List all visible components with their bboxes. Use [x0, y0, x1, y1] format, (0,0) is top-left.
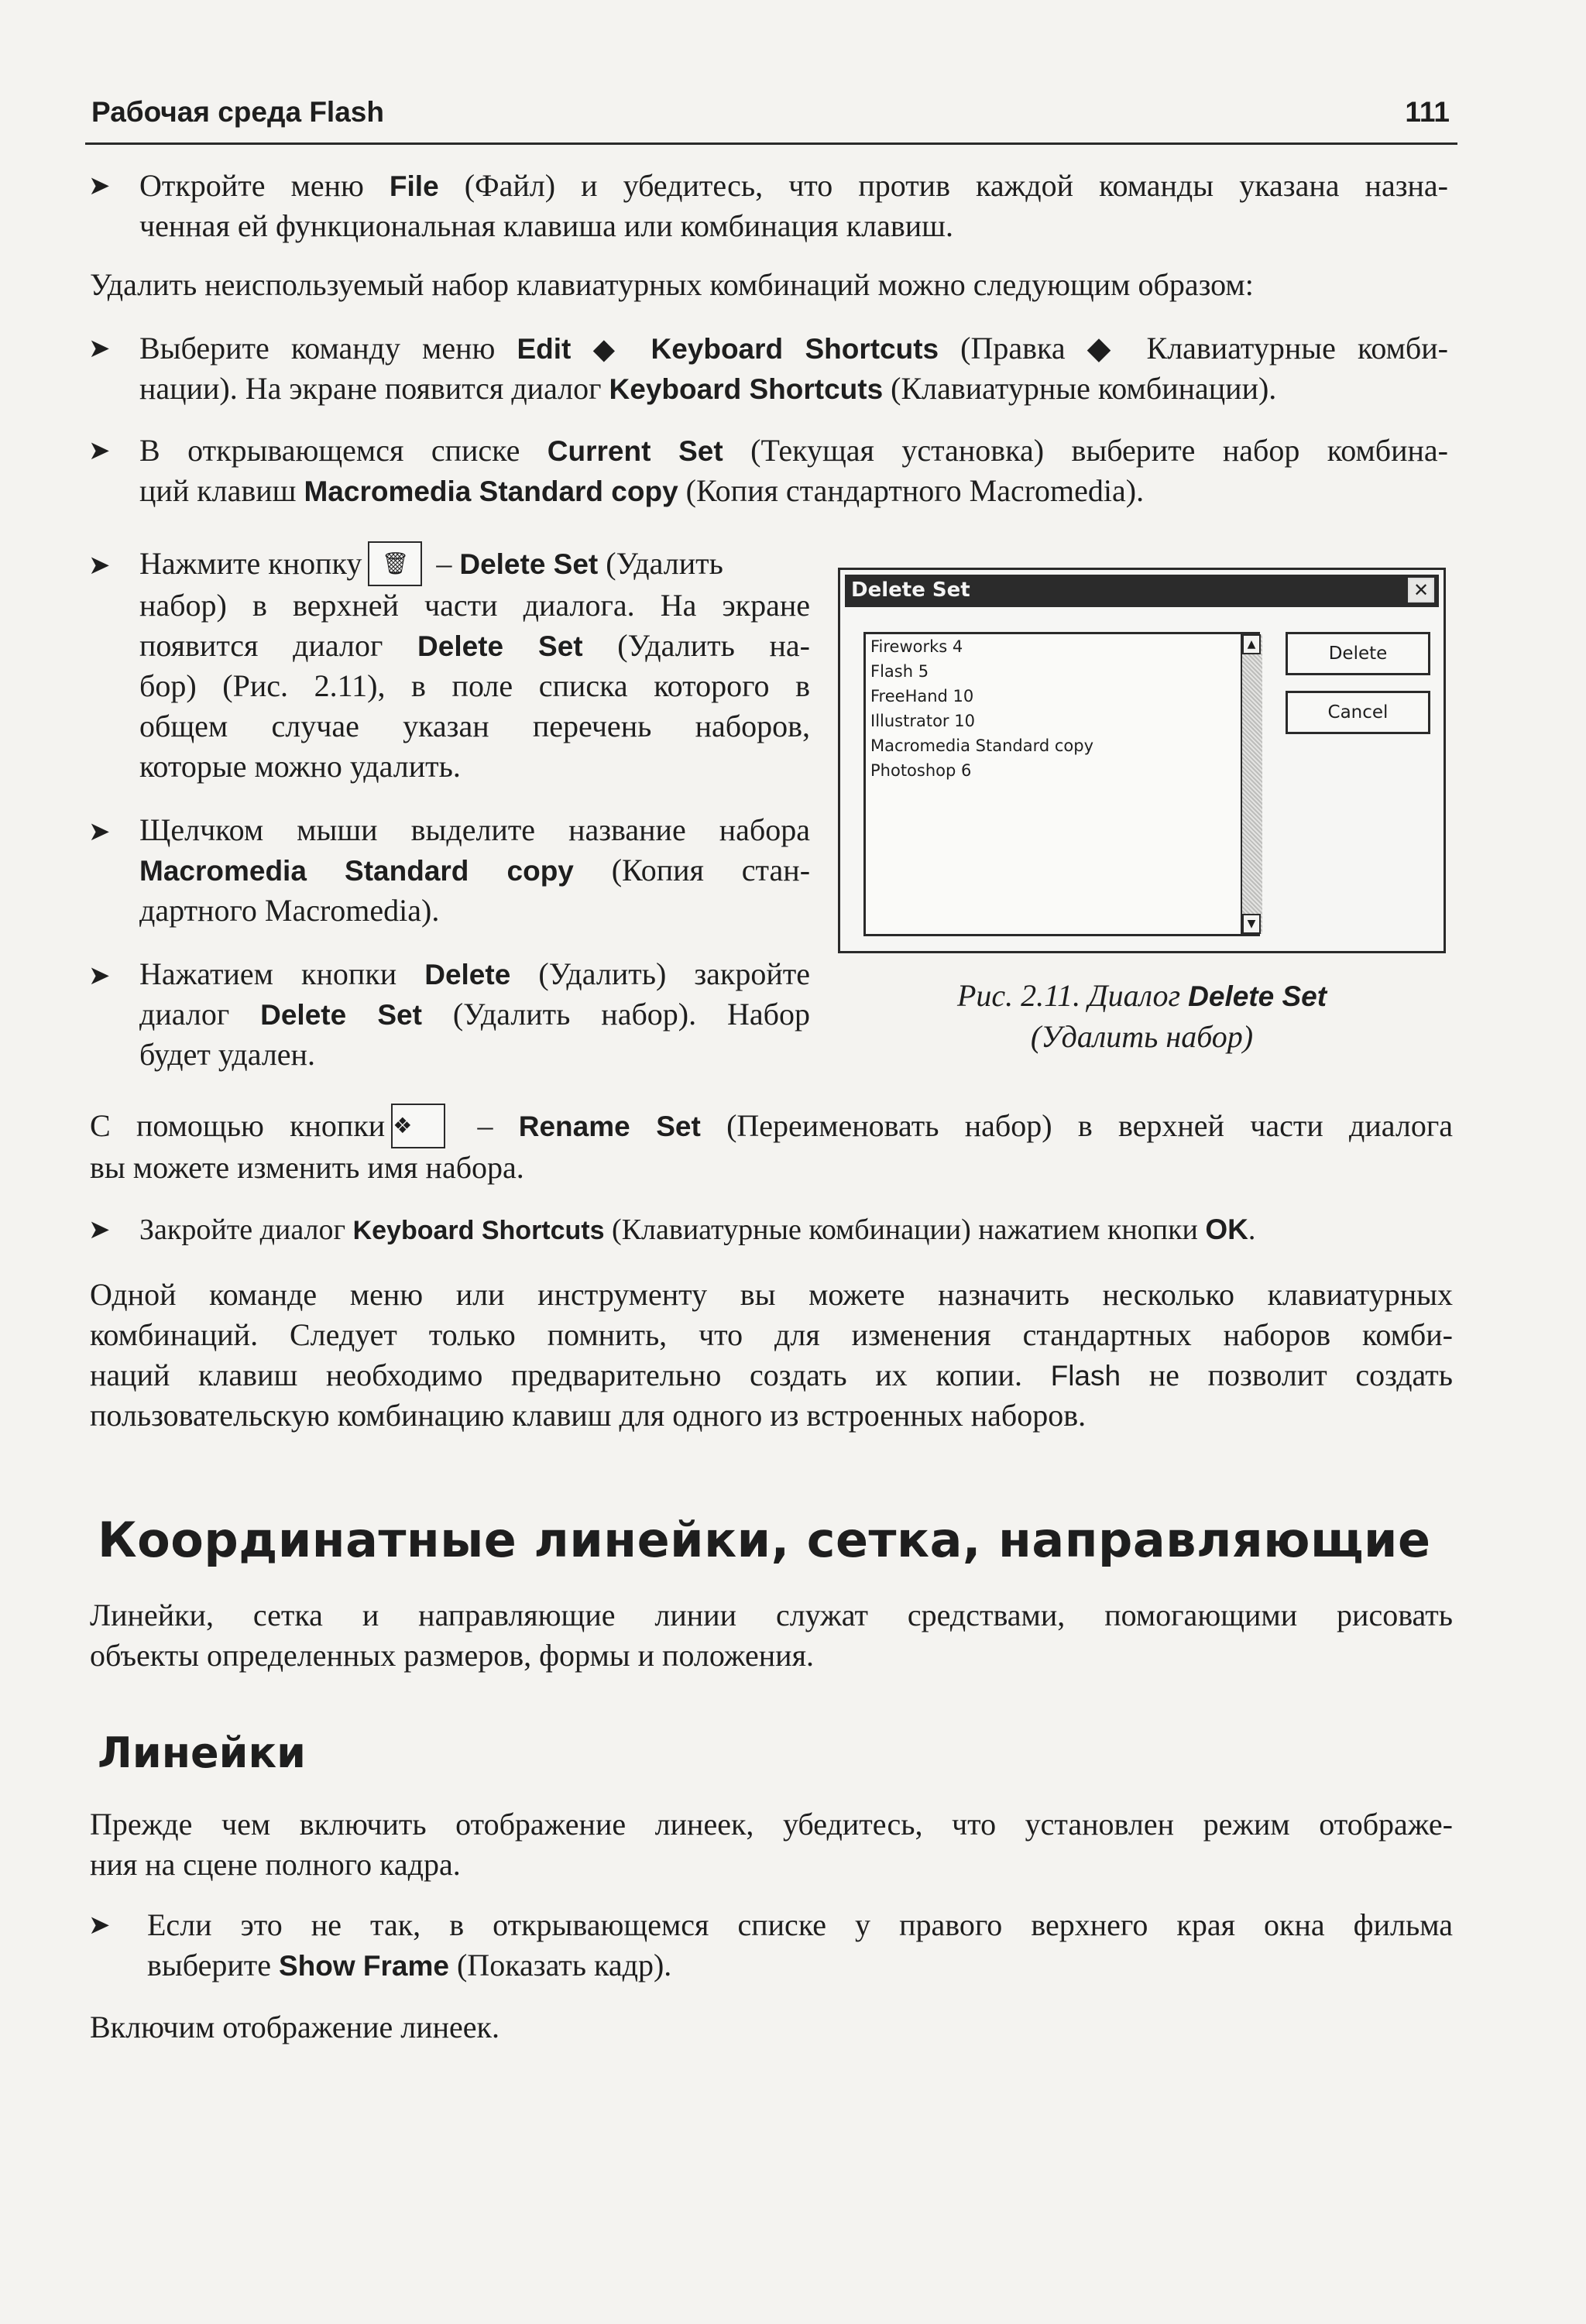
bullet-line: Закройте диалог Keyboard Shortcuts (Клавиатурные комбинации) нажатием кнопки OK. — [139, 1213, 1256, 1246]
bullet-line: ченная ей функциональная клавиша или комбинация клавиш. — [139, 208, 953, 243]
list-item[interactable]: Photoshop 6 — [870, 761, 972, 780]
paragraph-line: вы можете изменить имя набора. — [90, 1150, 524, 1185]
paragraph-line: Линейки, сетка и направляющие линии служат средствами, помогающими рисовать — [90, 1598, 1453, 1632]
bullet-line: В открывающемся списке Current Set (Текущая установка) выберите набор комбина- — [139, 433, 1449, 468]
set-list[interactable] — [863, 632, 1260, 936]
bullet-marker — [88, 812, 111, 853]
paragraph: Включим отображение линеек. — [90, 2010, 499, 2044]
dialog-titlebar — [845, 575, 1439, 607]
list-item[interactable]: FreeHand 10 — [870, 687, 974, 705]
bullet-line: Выберите команду меню Edit ◆ Keyboard Shortcuts (Правка ◆ Клавиатурные комби- — [139, 331, 1448, 366]
bullet-line: диалог Delete Set (Удалить набор). Набор — [139, 997, 811, 1032]
scrollbar[interactable] — [1241, 634, 1262, 934]
bullet-line: бор) (Рис. 2.11), в поле списка которого в — [139, 668, 810, 703]
section-heading: Координатные линейки, сетка, направляющие — [98, 1512, 1431, 1568]
list-item[interactable]: Illustrator 10 — [870, 712, 975, 730]
bullet-line: будет удален. — [139, 1037, 315, 1072]
bullet-marker — [88, 1905, 111, 1946]
bullet-marker — [88, 166, 111, 207]
caption-line: Рис. 2.11. Диалог Delete Set — [956, 978, 1327, 1013]
paragraph-line: объекты определенных размеров, формы и положения. — [90, 1638, 814, 1673]
bullet-line: дартного Macromedia). — [139, 893, 440, 928]
rename-icon: ❖ — [391, 1104, 445, 1148]
paragraph-line: С помощью кнопки ❖ – Rename Set (Переименовать набор) в верхней части диалога — [90, 1106, 1453, 1152]
bullet-line: Откройте меню File (Файл) и убедитесь, что против каждой команды указана назна- — [139, 168, 1449, 203]
scroll-down-icon[interactable]: ▼ — [1242, 914, 1261, 934]
bullet-line: набор) в верхней части диалога. На экране — [139, 588, 810, 623]
scroll-up-icon[interactable]: ▲ — [1242, 634, 1261, 654]
close-button[interactable]: ✕ — [1408, 578, 1434, 602]
paragraph-line: Прежде чем включить отображение линеек, убедитесь, что установлен режим отображе- — [90, 1807, 1453, 1842]
figure-caption — [838, 976, 1446, 1057]
paragraph-line: комбинаций. Следует только помнить, что для изменения стандартных наборов комби- — [90, 1317, 1453, 1352]
trash-icon: 🗑 — [368, 541, 422, 586]
running-title: Рабочая среда Flash — [91, 96, 384, 128]
paragraph-line: пользовательскую комбинацию клавиш для одного из встроенных наборов. — [90, 1398, 1087, 1433]
paragraph-line: наций клавиш необходимо предварительно создать их копии. Flash не позволит создать — [90, 1358, 1453, 1392]
paragraph-line: Одной команде меню или инструменту вы можете назначить несколько клавиатурных — [90, 1277, 1453, 1312]
bullet-marker — [88, 328, 111, 369]
cancel-button[interactable]: Cancel — [1286, 691, 1430, 734]
page-number: 111 — [1405, 96, 1450, 128]
bullet-marker — [88, 1210, 111, 1251]
bullet-line: появится диалог Delete Set (Удалить на- — [139, 628, 811, 663]
bullet-line: выберите Show Frame (Показать кадр). — [147, 1948, 672, 1982]
bullet-line: Нажмите кнопку 🗑 – Delete Set (Удалить — [139, 544, 813, 589]
list-item[interactable]: Macromedia Standard copy — [870, 736, 1094, 755]
bullet-line: нации). На экране появится диалог Keyboard Shortcuts (Клавиатурные комбинации). — [139, 371, 1277, 406]
bullet-marker — [88, 545, 111, 586]
caption-line: (Удалить набор) — [1030, 1019, 1254, 1054]
list-item[interactable]: Flash 5 — [870, 662, 929, 681]
bullet-line: общем случае указан перечень наборов, — [139, 709, 810, 743]
bullet-line: ций клавиш Macromedia Standard copy (Копия стандартного Macromedia). — [139, 473, 1145, 508]
bullet-line: которые можно удалить. — [139, 749, 461, 784]
list-item[interactable]: Fireworks 4 — [870, 637, 963, 656]
bullet-marker — [88, 956, 111, 997]
subsection-heading: Линейки — [98, 1728, 306, 1777]
running-header — [85, 91, 1457, 145]
paragraph: Удалить неиспользуемый набор клавиатурных комбинаций можно следующим образом: — [90, 267, 1254, 302]
delete-button[interactable]: Delete — [1286, 632, 1430, 675]
delete-set-dialog — [838, 568, 1446, 953]
bullet-line: Нажатием кнопки Delete (Удалить) закройте — [139, 956, 810, 991]
bullet-line: Macromedia Standard copy (Копия стан- — [139, 853, 811, 887]
paragraph-line: ния на сцене полного кадра. — [90, 1847, 461, 1882]
bullet-line: Если это не так, в открывающемся списке у правого верхнего края окна фильма — [147, 1907, 1453, 1942]
bullet-line: Щелчком мыши выделите название набора — [139, 812, 810, 847]
dialog-title: Delete Set — [851, 578, 970, 602]
bullet-marker — [88, 431, 111, 472]
